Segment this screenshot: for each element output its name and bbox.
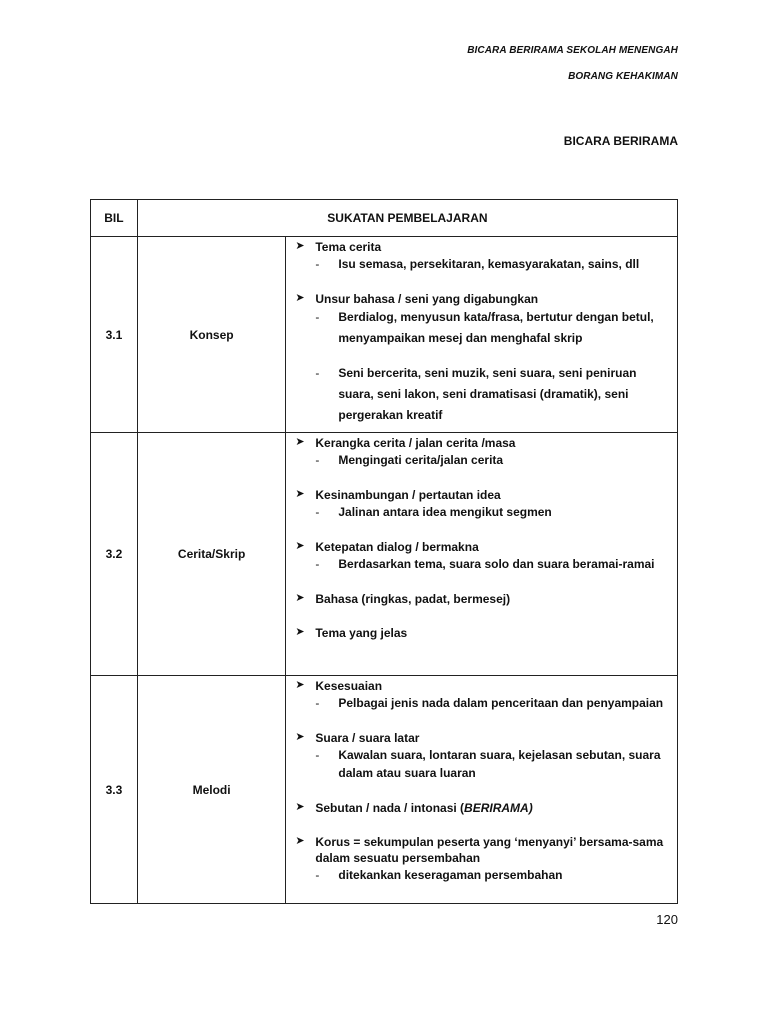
- arrowhead-bullet-icon: ➤: [295, 835, 305, 847]
- list-item: ➤ Tema cerita - Isu semasa, persekitaran, kemasyarakatan, sains, dll: [295, 240, 640, 271]
- arrowhead-bullet-icon: ➤: [295, 679, 305, 691]
- table-row: [91, 676, 678, 904]
- dash-icon: -: [315, 257, 320, 271]
- list-item: ➤ Suara / suara latar - Kawalan suara, lontaran suara, kejelasan sebutan, suara dalam atau suara luaran: [295, 731, 661, 780]
- list-item: ➤ Sebutan / nada / intonasi (BERIRAMA): [295, 801, 533, 815]
- arrowhead-bullet-icon: ➤: [295, 592, 305, 604]
- dash-icon: -: [315, 748, 320, 762]
- header-school-title: BICARA BERIRAMA SEKOLAH MENENGAH: [467, 45, 678, 56]
- list-item: ➤ Unsur bahasa / seni yang digabungkan - Berdialog, menyusun kata/frasa, bertutur dengan betul, menyampaikan mesej dan menghafal skrip - Seni bercerita, seni muzik, seni suara, seni peniruan suara, seni lakon, seni dramatisasi (dramatik), seni pergerakan kreatif: [295, 292, 654, 422]
- list-item: ➤ Kerangka cerita / jalan cerita /masa - Mengingati cerita/jalan cerita: [295, 436, 516, 467]
- column-header-bil: BIL: [91, 200, 138, 237]
- arrowhead-bullet-icon: ➤: [295, 626, 305, 638]
- table-row: [91, 237, 678, 433]
- row-number: 3.2: [91, 433, 138, 676]
- arrowhead-bullet-icon: ➤: [295, 540, 305, 552]
- arrowhead-bullet-icon: ➤: [295, 240, 305, 252]
- arrowhead-bullet-icon: ➤: [295, 292, 305, 304]
- list-item: ➤ Tema yang jelas: [295, 626, 408, 640]
- page-number: 120: [656, 912, 678, 927]
- row-content: [286, 676, 678, 904]
- dash-icon: -: [315, 868, 320, 882]
- row-number: 3.3: [91, 676, 138, 904]
- dash-icon: -: [315, 557, 320, 571]
- row-number: 3.1: [91, 237, 138, 433]
- table-row: [91, 433, 678, 676]
- list-item: ➤ Ketepatan dialog / bermakna - Berdasarkan tema, suara solo dan suara beramai-ramai: [295, 540, 655, 571]
- list-item: ➤ Kesinambungan / pertautan idea - Jalinan antara idea mengikut segmen: [295, 488, 552, 519]
- dash-icon: -: [315, 453, 320, 467]
- header-form-title: BORANG KEHAKIMAN: [568, 71, 678, 82]
- syllabus-table: [90, 199, 678, 904]
- row-topic: Konsep: [137, 237, 286, 433]
- row-content: [286, 237, 678, 433]
- row-topic: Melodi: [137, 676, 286, 904]
- arrowhead-bullet-icon: ➤: [295, 731, 305, 743]
- list-item: ➤ Bahasa (ringkas, padat, bermesej): [295, 592, 511, 606]
- arrowhead-bullet-icon: ➤: [295, 488, 305, 500]
- column-header-sukatan: SUKATAN PEMBELAJARAN: [137, 200, 677, 237]
- dash-icon: -: [315, 505, 320, 519]
- list-item: ➤ Kesesuaian - Pelbagai jenis nada dalam penceritaan dan penyampaian: [295, 679, 664, 710]
- arrowhead-bullet-icon: ➤: [295, 801, 305, 813]
- row-content: [286, 433, 678, 676]
- dash-icon: -: [315, 366, 320, 380]
- row-topic: Cerita/Skrip: [137, 433, 286, 676]
- list-item: ➤ Korus = sekumpulan peserta yang ‘menyanyi’ bersama-sama dalam sesuatu persembahan - ditekankan keseragaman persembahan: [295, 835, 664, 882]
- dash-icon: -: [315, 310, 320, 324]
- dash-icon: -: [315, 696, 320, 710]
- table-header-row: [91, 200, 678, 237]
- document-title: BICARA BERIRAMA: [563, 134, 678, 148]
- arrowhead-bullet-icon: ➤: [295, 436, 305, 448]
